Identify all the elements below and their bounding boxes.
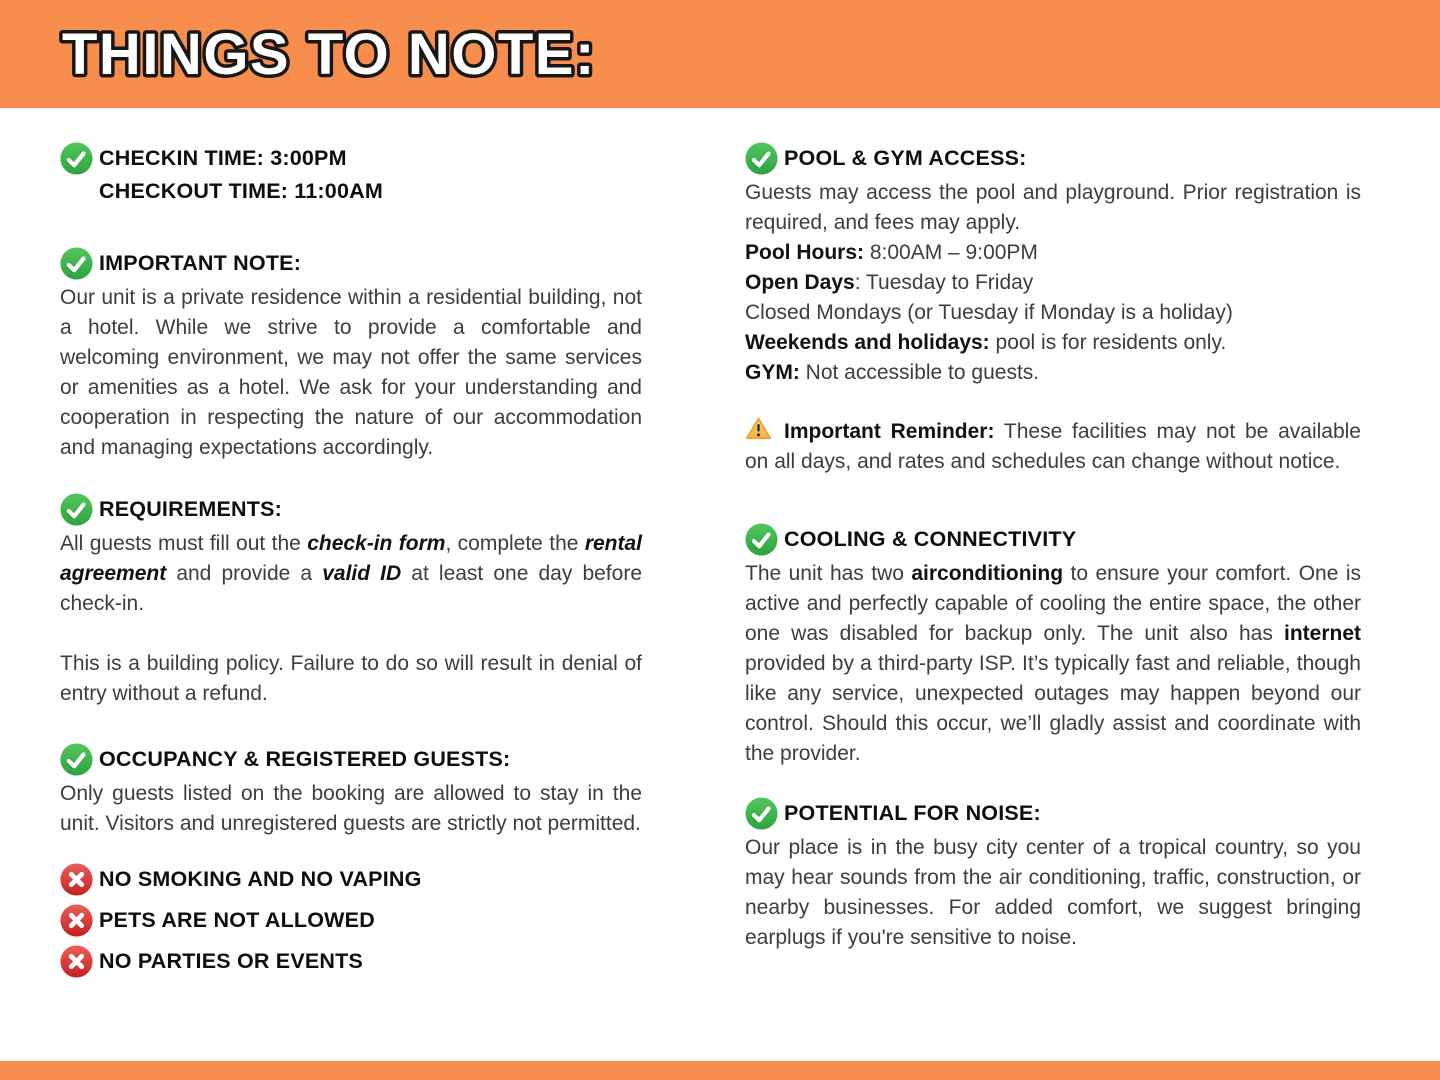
prohibited-list — [60, 863, 642, 978]
check-circle-icon — [60, 743, 93, 776]
requirements-heading-row — [60, 493, 642, 526]
requirements-heading: REQUIREMENTS: — [99, 497, 282, 521]
right-column — [745, 142, 1361, 986]
section-occupancy — [60, 743, 642, 839]
occupancy-heading: OCCUPANCY & REGISTERED GUESTS: — [99, 747, 511, 771]
list-item — [60, 945, 642, 978]
cooling-heading: COOLING & CONNECTIVITY — [784, 527, 1077, 551]
check-circle-icon — [745, 797, 778, 830]
page-title-art — [56, 12, 816, 96]
cross-circle-icon — [60, 904, 93, 937]
important-note-heading-row — [60, 247, 642, 280]
noise-body: Our place is in the busy city center of a tropical country, so you may hear sounds from the air conditioning, traffic, construction, or nearby businesses. For added comfort, we suggest bringing earplugs if you're sensitive to noise. — [745, 836, 1361, 949]
section-important-note — [60, 247, 642, 463]
content-columns — [0, 108, 1440, 986]
no-parties-label: NO PARTIES OR EVENTS — [99, 949, 364, 973]
warning-triangle-icon — [745, 416, 772, 441]
section-cooling-connectivity — [745, 523, 1361, 769]
noise-heading: POTENTIAL FOR NOISE: — [784, 801, 1041, 825]
check-circle-icon — [745, 523, 778, 556]
pool-gym-heading: POOL & GYM ACCESS: — [784, 146, 1027, 170]
cross-circle-icon — [60, 863, 93, 896]
footer-bar — [0, 1061, 1440, 1080]
gym-access-line: GYM: Not accessible to guests. — [745, 361, 1040, 384]
list-item — [60, 904, 642, 937]
cooling-heading-row — [745, 523, 1361, 556]
cooling-body: The unit has two airconditioning to ensure your comfort. One is active and perfectly capable of cooling the entire space, the other one was disabled for backup only. The unit also has internet provided by a third-party ISP. It’s typically fast and reliable, though like any service, unexpected outages may happen beyond our control. Should this occur, we’ll gladly assist and coordinate with the provider. — [745, 562, 1361, 765]
no-smoking-label: NO SMOKING AND NO VAPING — [99, 867, 422, 891]
requirements-body-1: All guests must fill out the check-in form, complete the rental agreement and provide a valid ID at least one day before check-in. — [60, 532, 642, 615]
section-important-reminder — [745, 416, 1361, 477]
list-item — [60, 863, 642, 896]
check-circle-icon — [745, 142, 778, 175]
important-note-body: Our unit is a private residence within a residential building, not a hotel. While we strive to provide a comfortable and welcoming environment, we may not offer the same services or amenities as a hotel. We ask for your understanding and cooperation in respecting the nature of our accommodation and managing expectations accordingly. — [60, 286, 642, 459]
check-circle-icon — [60, 247, 93, 280]
important-reminder-body — [745, 416, 1361, 477]
section-requirements — [60, 493, 642, 709]
pool-heading-row — [745, 142, 1361, 175]
important-reminder-text: Important Reminder: These facilities may not be available on all days, and rates and schedules can change without notice. — [745, 420, 1361, 473]
left-column — [60, 142, 642, 986]
requirements-body-2: This is a building policy. Failure to do so will result in denial of entry without a refund. — [60, 652, 642, 705]
noise-heading-row — [745, 797, 1361, 830]
closed-mondays-line: Closed Mondays (or Tuesday if Monday is a holiday) — [745, 301, 1233, 324]
open-days-line: Open Days: Tuesday to Friday — [745, 271, 1034, 294]
header-banner — [0, 0, 1440, 108]
check-circle-icon — [60, 493, 93, 526]
checkin-row — [60, 142, 642, 175]
important-note-heading: IMPORTANT NOTE: — [99, 251, 302, 275]
checkin-time-label: CHECKIN TIME: 3:00PM — [99, 146, 347, 170]
checkout-time-label: CHECKOUT TIME: 11:00AM — [99, 179, 383, 203]
occupancy-body: Only guests listed on the booking are allowed to stay in the unit. Visitors and unregistered guests are strictly not permitted. — [60, 782, 642, 835]
pool-hours-line: Pool Hours: 8:00AM – 9:00PM — [745, 241, 1038, 264]
section-noise — [745, 797, 1361, 953]
section-pool-gym — [745, 142, 1361, 388]
cross-circle-icon — [60, 945, 93, 978]
section-checkin-times — [60, 142, 642, 207]
occupancy-heading-row — [60, 743, 642, 776]
page-title: THINGS TO NOTE: — [62, 22, 596, 87]
check-circle-icon — [60, 142, 93, 175]
pool-intro: Guests may access the pool and playground. Prior registration is required, and fees may apply. — [745, 181, 1361, 234]
no-pets-label: PETS ARE NOT ALLOWED — [99, 908, 375, 932]
weekends-holidays-line: Weekends and holidays: pool is for residents only. — [745, 331, 1227, 354]
